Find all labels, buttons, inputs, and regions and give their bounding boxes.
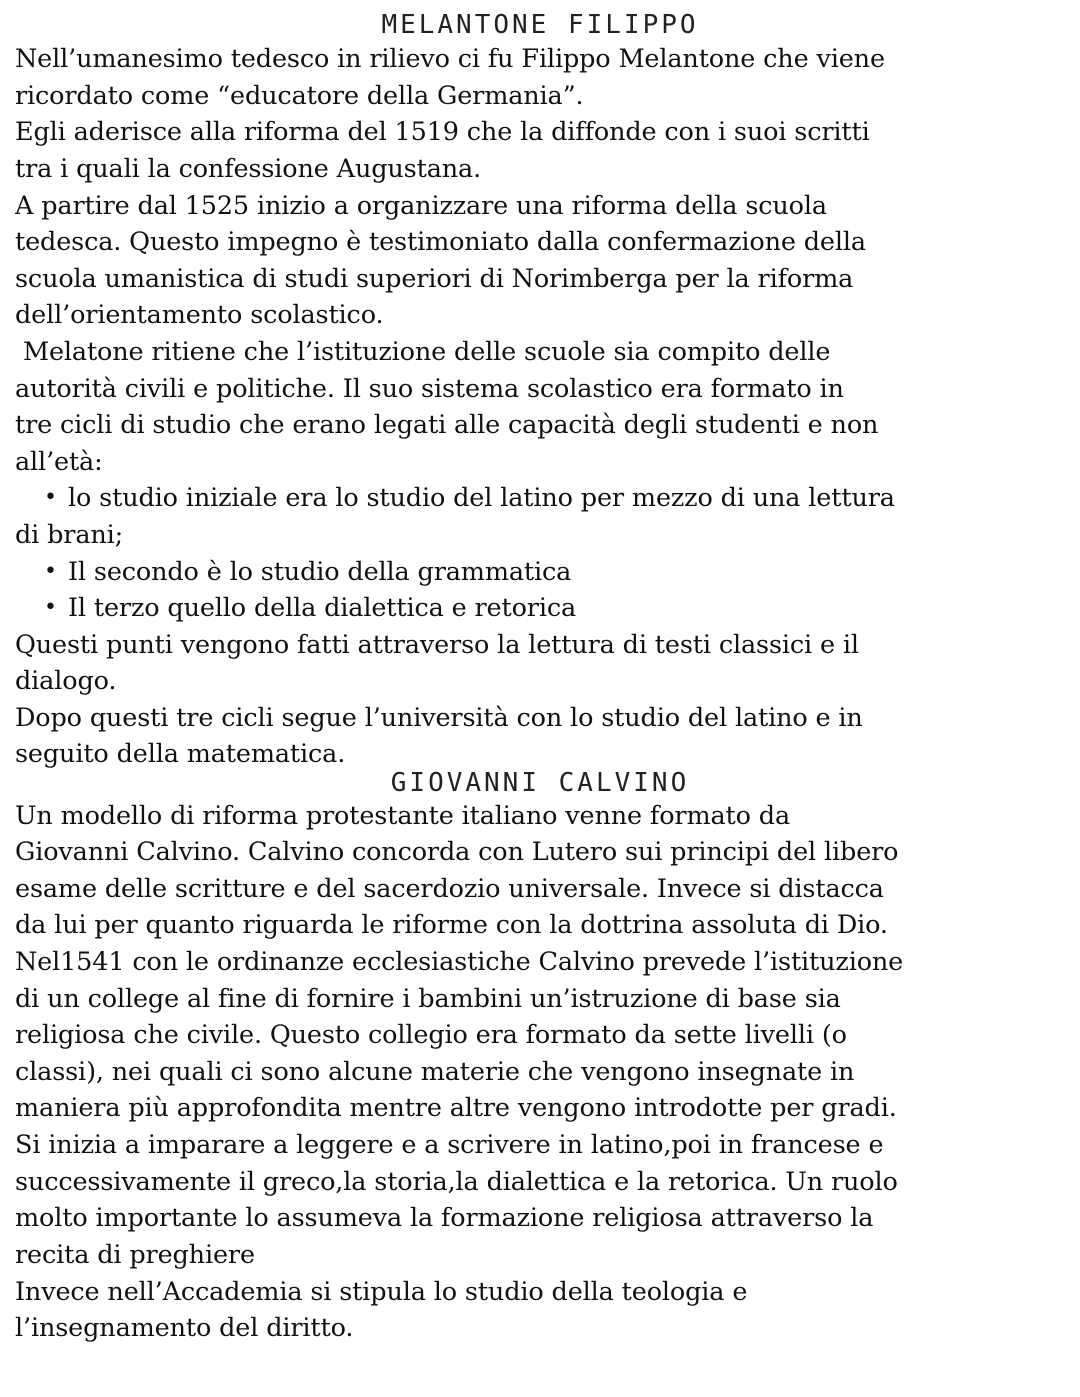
text-line: ricordato come “educatore della Germania”. [15, 81, 584, 111]
list-item-continuation: di brani; [15, 520, 124, 550]
text-line: recita di preghiere [15, 1240, 255, 1270]
text-line: Melatone ritiene che l’istituzione delle scuole sia compito delle [23, 337, 831, 367]
text-line: dell’orientamento scolastico. [15, 300, 384, 330]
text-line: A partire dal 1525 inizio a organizzare una riforma della scuola [15, 191, 827, 221]
text-line: di un college al fine di fornire i bambini un’istruzione di base sia [15, 984, 841, 1014]
text-line: tedesca. Questo impegno è testimoniato dalla confermazione della [15, 227, 866, 257]
text-line: Egli aderisce alla riforma del 1519 che la diffonde con i suoi scritti [15, 117, 870, 147]
bullet-marker: • [44, 559, 57, 584]
text-line: scuola umanistica di studi superiori di Norimberga per la riforma [15, 264, 854, 294]
bullet-marker: • [44, 595, 57, 620]
section-title-melantone: MELANTONE FILIPPO [381, 10, 699, 40]
text-line: Questi punti vengono fatti attraverso la lettura di testi classici e il [15, 630, 859, 660]
text-line: da lui per quanto riguarda le riforme con la dottrina assoluta di Dio. [15, 910, 888, 940]
text-line: Nell’umanesimo tedesco in rilievo ci fu Filippo Melantone che viene [15, 44, 885, 74]
text-line: maniera più approfondita mentre altre vengono introdotte per gradi. [15, 1093, 897, 1123]
text-line: dialogo. [15, 666, 117, 696]
list-item: lo studio iniziale era lo studio del latino per mezzo di una lettura [68, 483, 895, 513]
section-title-calvino: GIOVANNI CALVINO [390, 768, 690, 798]
text-line: Un modello di riforma protestante italiano venne formato da [15, 801, 791, 831]
text-line: tra i quali la confessione Augustana. [15, 154, 482, 184]
text-line: Dopo questi tre cicli segue l’università con lo studio del latino e in [15, 703, 863, 733]
text-line: molto importante lo assumeva la formazione religiosa attraverso la [15, 1203, 874, 1233]
text-line: Nel1541 con le ordinanze ecclesiastiche Calvino prevede l’istituzione [15, 947, 904, 977]
bullet-marker: • [44, 485, 57, 510]
text-line: tre cicli di studio che erano legati alle capacità degli studenti e non [15, 410, 879, 440]
text-line: all’età: [15, 447, 103, 477]
text-line: classi), nei quali ci sono alcune materie che vengono insegnate in [15, 1057, 855, 1087]
text-line: successivamente il greco,la storia,la dialettica e la retorica. Un ruolo [15, 1167, 898, 1197]
list-item: Il terzo quello della dialettica e retorica [68, 593, 577, 623]
text-line: l’insegnamento del diritto. [15, 1313, 354, 1343]
text-line: Si inizia a imparare a leggere e a scrivere in latino,poi in francese e [15, 1130, 884, 1160]
text-line: religiosa che civile. Questo collegio era formato da sette livelli (o [15, 1020, 847, 1050]
list-item: Il secondo è lo studio della grammatica [68, 557, 572, 587]
text-line: Invece nell’Accademia si stipula lo studio della teologia e [15, 1277, 748, 1307]
text-line: Giovanni Calvino. Calvino concorda con Lutero sui principi del libero [15, 837, 899, 867]
text-line: esame delle scritture e del sacerdozio universale. Invece si distacca [15, 874, 884, 904]
text-line: autorità civili e politiche. Il suo sistema scolastico era formato in [15, 374, 844, 404]
text-line: seguito della matematica. [15, 739, 346, 769]
